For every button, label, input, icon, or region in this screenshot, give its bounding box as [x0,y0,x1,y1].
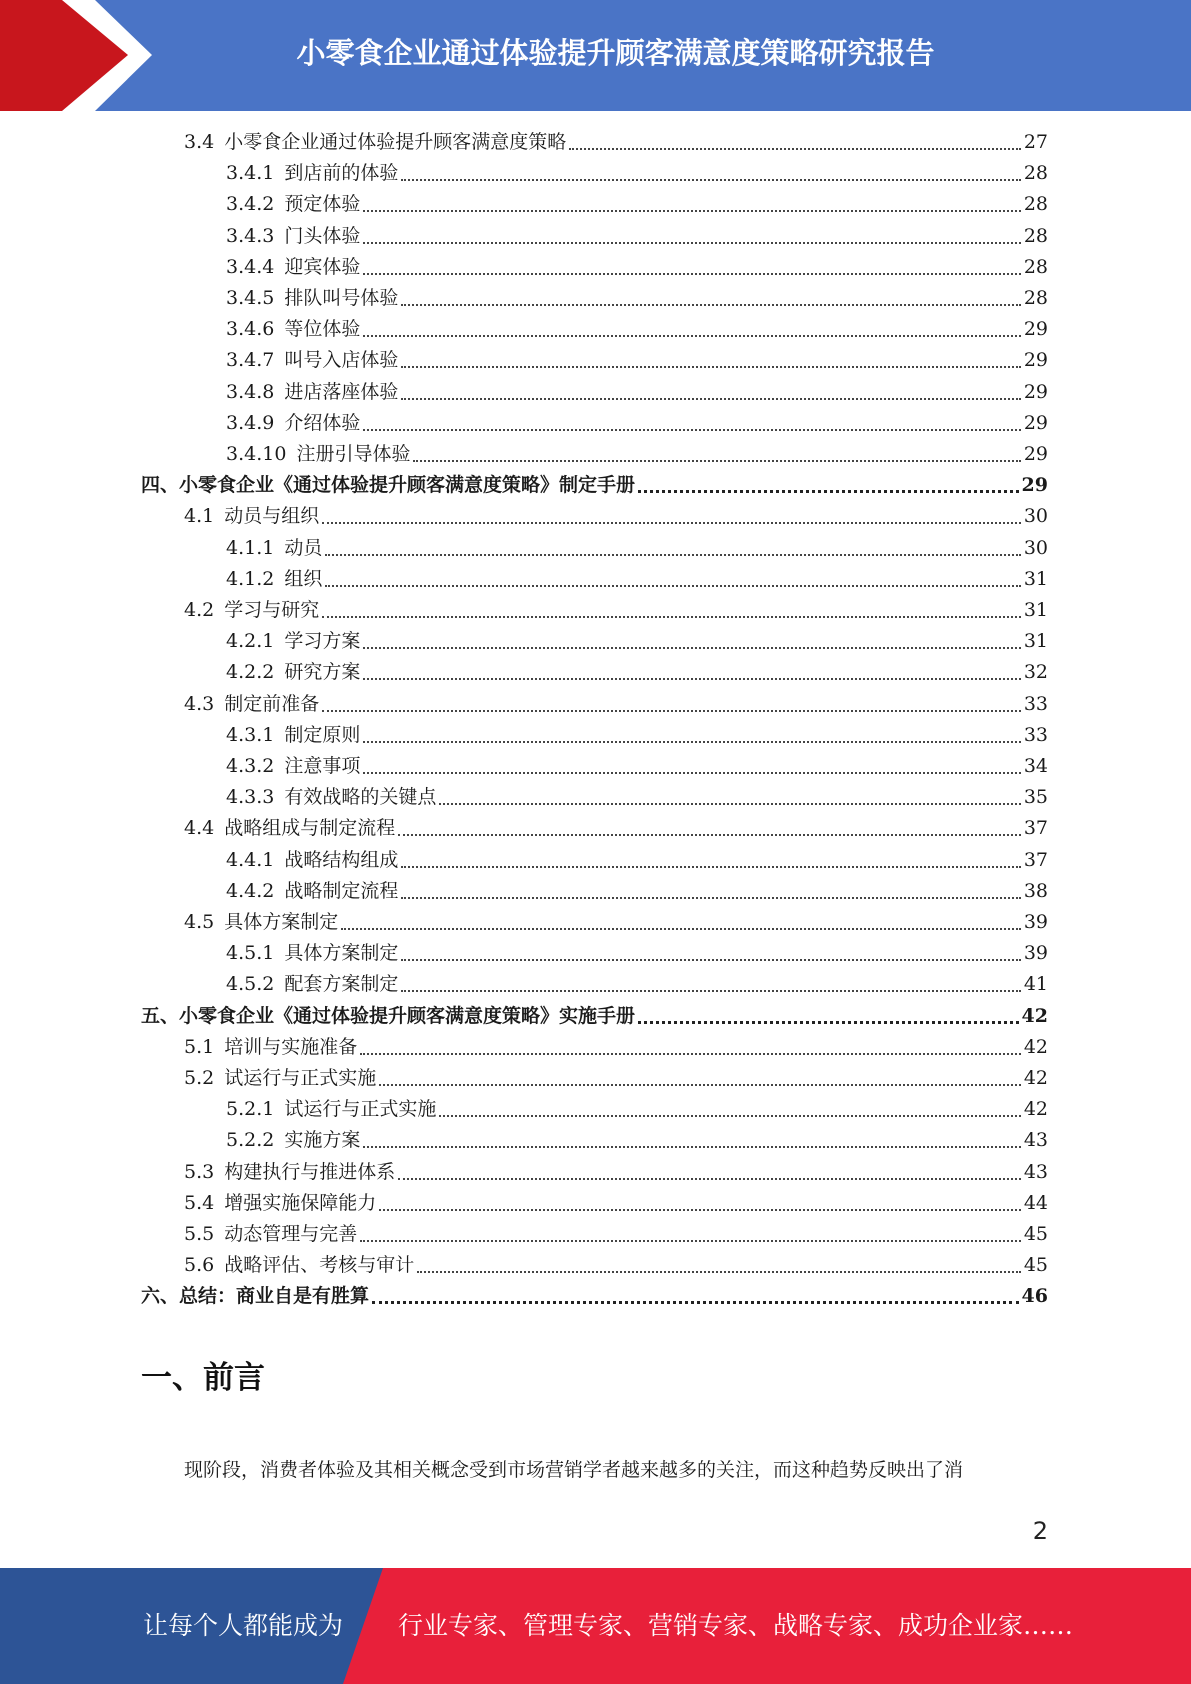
toc-entry-label: 学习与研究 [224,599,320,621]
toc-entry[interactable] [226,564,1048,595]
toc-entry-page: 35 [1023,786,1048,809]
toc-entry[interactable] [226,314,1048,345]
toc-entry-number: 3.4.6 [226,318,275,341]
toc-entry[interactable] [226,876,1048,907]
toc-entry-page: 28 [1023,255,1048,278]
toc-dot-leader [398,834,1021,836]
toc-entry-page: 28 [1023,224,1048,247]
header-banner [0,0,1191,111]
toc-entry-page: 43 [1023,1160,1048,1183]
toc-entry-number: 3.4.2 [226,193,275,216]
toc-entry-label: 构建执行与推进体系 [224,1160,396,1183]
toc-entry-label: 预定体验 [284,193,361,216]
toc-entry-page: 43 [1023,1129,1048,1152]
toc-entry[interactable] [226,1125,1048,1156]
toc-entry-page: 33 [1023,723,1048,746]
toc-entry-label: 介绍体验 [284,411,361,434]
toc-entry[interactable] [226,782,1048,813]
toc-entry-number: 4.5 [184,911,215,933]
toc-entry-page: 28 [1023,193,1048,216]
toc-entry-page: 33 [1023,692,1048,715]
toc-entry[interactable] [226,626,1048,657]
toc-entry-page: 37 [1023,817,1048,840]
toc-entry[interactable] [184,1032,1048,1063]
toc-entry-label: 研究方案 [284,661,361,684]
toc-dot-leader [322,710,1021,712]
toc-entry[interactable] [226,657,1048,688]
toc-entry[interactable] [141,1281,1048,1312]
toc-entry-label: 注册引导体验 [296,443,411,465]
toc-entry-page: 31 [1023,567,1048,590]
toc-entry[interactable] [226,845,1048,876]
toc-entry-number: 3.4.9 [226,411,275,434]
toc-entry[interactable] [184,595,1048,626]
toc-entry[interactable] [226,533,1048,564]
toc-dot-leader [401,897,1020,899]
toc-entry[interactable] [184,501,1048,532]
section-heading: 一、前言 [141,1360,265,1396]
toc-dot-leader [363,242,1020,244]
footer-banner [0,1568,1191,1684]
toc-entry-number: 5.5 [184,1223,215,1245]
toc-dot-leader [439,1115,1020,1117]
toc-entry[interactable] [226,158,1048,189]
toc-entry-label: 增强实施保障能力 [224,1191,377,1214]
toc-dot-leader [363,678,1020,680]
toc-entry[interactable] [226,408,1048,439]
toc-entry[interactable] [226,252,1048,283]
toc-entry[interactable] [226,221,1048,252]
toc-entry-page: 28 [1023,162,1048,185]
toc-entry-number: 4.4.2 [226,879,275,902]
report-title: 小零食企业通过体验提升顾客满意度策略研究报告 [296,35,935,70]
toc-entry-page: 31 [1023,630,1048,653]
toc-entry-page: 45 [1023,1223,1048,1245]
toc-entry-label: 具体方案制定 [284,942,399,965]
toc-entry[interactable] [226,938,1048,969]
toc-entry-number: 4.3.3 [226,786,275,809]
toc-entry[interactable] [226,720,1048,751]
toc-entry-page: 32 [1023,661,1048,684]
toc-entry-number: 5.2 [184,1067,215,1089]
toc-entry-page: 42 [1023,1035,1048,1058]
toc-dot-leader [401,866,1020,868]
toc-entry-label: 试运行与正式实施 [224,1067,377,1089]
toc-entry-number: 4.2.1 [226,630,275,653]
toc-entry-number: 5.4 [184,1191,215,1214]
toc-dot-leader [341,928,1021,930]
toc-dot-leader [401,304,1020,306]
toc-entry-page: 30 [1023,536,1048,559]
toc-entry-page: 38 [1023,879,1048,902]
toc-entry-label: 有效战略的关键点 [284,786,437,809]
toc-entry-page: 34 [1023,755,1048,777]
toc-dot-leader [372,1301,1019,1304]
toc-entry[interactable] [184,1250,1048,1281]
toc-entry-number: 4.4.1 [226,848,275,871]
toc-entry[interactable] [184,813,1048,844]
body-paragraph [184,1455,1054,1485]
toc-entry-number: 3.4 [184,131,215,153]
toc-dot-leader [401,366,1020,368]
toc-entry-number: 3.4.3 [226,224,275,247]
toc-dot-leader [363,1146,1020,1148]
toc-entry-number: 5.6 [184,1254,215,1277]
toc-entry-number: 3.4.4 [226,255,275,278]
toc-entry-page: 28 [1023,287,1048,309]
page-number: 2 [1032,1517,1048,1545]
toc-entry-label: 战略制定流程 [284,879,399,902]
toc-entry-label: 培训与实施准备 [224,1035,358,1058]
toc-entry-number: 5.2.1 [226,1098,275,1121]
toc-entry-page: 27 [1023,131,1048,153]
toc-entry-label: 叫号入店体验 [284,349,399,372]
toc-entry-page: 39 [1023,911,1048,933]
toc-dot-leader [322,616,1021,618]
toc-entry-number: 4.5.1 [226,942,275,965]
toc-entry-page: 42 [1023,1098,1048,1121]
toc-dot-leader [325,585,1020,587]
toc-dot-leader [360,1240,1021,1242]
toc-entry-label: 组织 [284,567,323,590]
toc-entry-label: 五、小零食企业《通过体验提升顾客满意度策略》实施手册 [141,1004,636,1027]
toc-entry-page: 37 [1023,848,1048,871]
footer-slogan-left: 让每个人都能成为 [143,1611,344,1640]
toc-entry-label: 门头体验 [284,224,361,247]
toc-entry[interactable] [184,1063,1048,1094]
toc-entry-page: 29 [1023,318,1048,341]
toc-entry-label: 等位体验 [284,318,361,341]
toc-dot-leader [638,1021,1019,1024]
footer-slogan-right: 行业专家、管理专家、营销专家、战略专家、成功企业家…… [398,1611,1074,1640]
toc-entry-number: 4.1 [184,505,215,528]
paragraph-text: 现阶段，消费者体验及其相关概念受到市场营销学者越来越多的关注，而这种趋势反映出了消 [184,1459,964,1481]
toc-entry-number: 4.3.1 [226,723,275,746]
toc-entry-page: 29 [1023,380,1048,403]
toc-entry-number: 3.4.5 [226,287,275,309]
toc-entry-page: 30 [1023,505,1048,528]
toc-entry-page: 29 [1021,474,1048,497]
toc-entry-number: 4.1.2 [226,567,275,590]
toc-entry[interactable] [226,377,1048,408]
toc-dot-leader [379,1209,1021,1211]
toc-entry[interactable] [184,689,1048,720]
toc-entry[interactable] [184,907,1048,938]
toc-entry-number: 4.5.2 [226,973,275,996]
toc-entry-label: 进店落座体验 [284,380,399,403]
toc-entry-number: 3.4.1 [226,162,275,185]
toc-entry-label: 制定原则 [284,723,361,746]
toc-entry-label: 制定前准备 [224,692,320,715]
toc-dot-leader [363,429,1020,431]
toc-entry-page: 42 [1021,1004,1048,1027]
toc-entry[interactable] [184,1219,1048,1250]
toc-entry-page: 29 [1023,411,1048,434]
toc-entry-page: 29 [1023,349,1048,372]
toc-dot-leader [322,522,1021,524]
toc-dot-leader [439,803,1020,805]
toc-entry-number: 3.4.10 [226,443,287,465]
toc-entry[interactable] [226,751,1048,782]
toc-entry-label: 四、小零食企业《通过体验提升顾客满意度策略》制定手册 [141,474,636,497]
toc-entry[interactable] [226,345,1048,376]
toc-entry-number: 4.3 [184,692,215,715]
toc-dot-leader [363,210,1020,212]
toc-entry-label: 学习方案 [284,630,361,653]
toc-entry-label: 战略结构组成 [284,848,399,871]
toc-entry-label: 动员 [284,536,323,559]
toc-entry-label: 动态管理与完善 [224,1223,358,1245]
toc-dot-leader [379,1084,1021,1086]
toc-entry-label: 动员与组织 [224,505,320,528]
toc-dot-leader [569,148,1021,150]
toc-dot-leader [413,460,1020,462]
toc-entry-page: 41 [1023,973,1048,996]
toc-dot-leader [401,179,1020,181]
toc-entry[interactable] [141,470,1048,501]
toc-entry-label: 试运行与正式实施 [284,1098,437,1121]
toc-entry-page: 46 [1021,1285,1048,1308]
toc-entry-label: 注意事项 [284,755,361,777]
toc-entry[interactable] [184,127,1048,158]
toc-entry-number: 4.2.2 [226,661,275,684]
toc-entry-page: 42 [1023,1067,1048,1089]
toc-entry-number: 5.1 [184,1035,215,1058]
toc-entry-label: 实施方案 [284,1129,361,1152]
toc-entry[interactable] [141,1001,1048,1032]
toc-entry-label: 配套方案制定 [284,973,399,996]
toc-dot-leader [417,1271,1021,1273]
toc-entry-number: 5.3 [184,1160,215,1183]
toc-entry-number: 3.4.7 [226,349,275,372]
toc-entry-label: 六、总结：商业自是有胜算 [141,1285,370,1308]
toc-dot-leader [401,959,1020,961]
toc-dot-leader [363,273,1020,275]
toc-entry-label: 战略评估、考核与审计 [224,1254,415,1277]
toc-entry[interactable] [226,439,1048,470]
toc-dot-leader [401,398,1020,400]
toc-entry-page: 29 [1023,443,1048,465]
toc-entry-number: 4.1.1 [226,536,275,559]
toc-entry-label: 到店前的体验 [284,162,399,185]
toc-dot-leader [398,1178,1021,1180]
toc-entry-label: 小零食企业通过体验提升顾客满意度策略 [224,131,567,153]
toc-entry-number: 4.2 [184,599,215,621]
toc-dot-leader [360,1053,1021,1055]
toc-entry-number: 4.4 [184,817,215,840]
toc-dot-leader [363,647,1020,649]
toc-dot-leader [638,490,1019,493]
toc-entry[interactable] [184,1157,1048,1188]
toc-entry-number: 5.2.2 [226,1129,275,1152]
toc-dot-leader [325,554,1020,556]
toc-entry-label: 具体方案制定 [224,911,339,933]
toc-entry-page: 45 [1023,1254,1048,1277]
toc-dot-leader [363,772,1020,774]
toc-entry[interactable] [184,1188,1048,1219]
toc-entry[interactable] [226,1094,1048,1125]
toc-entry-label: 迎宾体验 [284,255,361,278]
toc-entry[interactable] [226,969,1048,1000]
toc-entry-label: 排队叫号体验 [284,287,399,309]
toc-dot-leader [401,990,1020,992]
toc-entry[interactable] [226,283,1048,314]
toc-dot-leader [363,741,1020,743]
toc-entry-label: 战略组成与制定流程 [224,817,396,840]
toc-entry-page: 44 [1023,1191,1048,1214]
toc-entry-number: 4.3.2 [226,755,275,777]
toc-entry[interactable] [226,189,1048,220]
toc-dot-leader [363,335,1020,337]
toc-entry-page: 31 [1023,599,1048,621]
toc-entry-number: 3.4.8 [226,380,275,403]
toc-entry-page: 39 [1023,942,1048,965]
